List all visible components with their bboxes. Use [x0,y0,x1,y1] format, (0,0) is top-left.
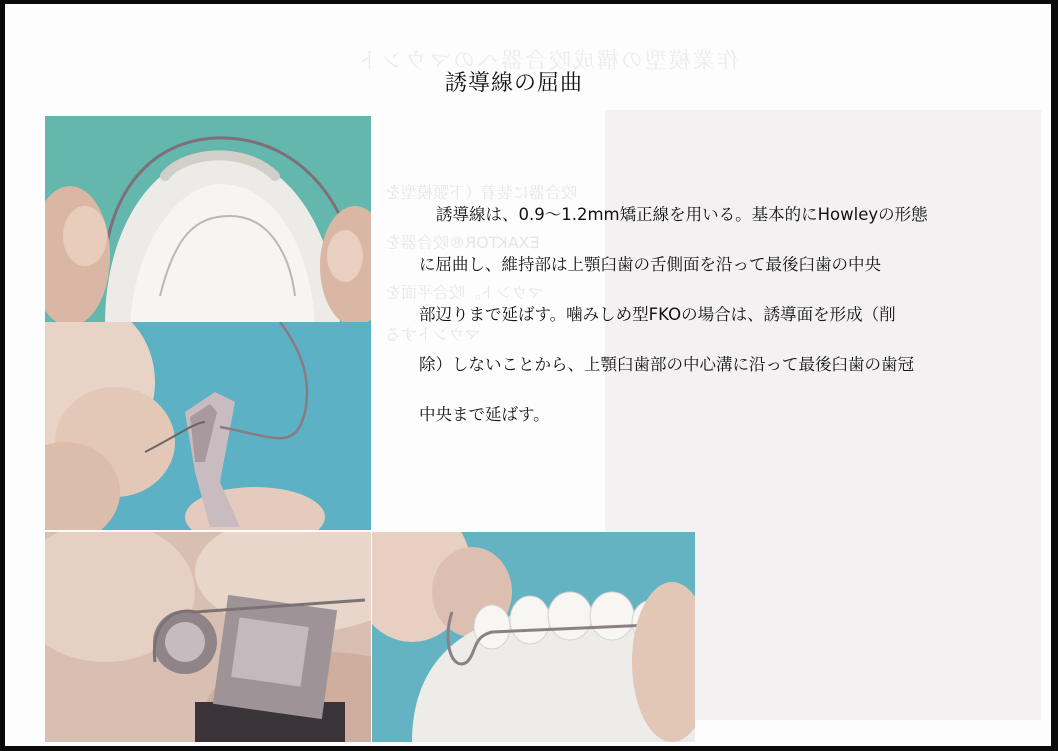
slide-page [5,4,1051,746]
mirrored-background-line: マウント。咬合平面を [385,283,544,302]
body-line: 中央まで延ばす。 [419,405,550,424]
mirrored-background-line: 咬合器に装着（下顎模型を [385,183,578,202]
photo-pliers-closeup [45,532,371,742]
photo-wire-on-model [45,116,371,324]
slide-title: 誘導線の屈曲 [445,71,584,96]
mirrored-background-title: 作業模型の構成咬合器へのマウント [355,49,740,74]
photo-wire-on-teeth [372,532,695,742]
body-line: 部辺りまで延ばす。噛みしめ型FKOの場合は、誘導面を形成（削 [419,305,896,324]
photo-pliers-bending [45,322,371,530]
body-line: 除）しないことから、上顎臼歯部の中心溝に沿って最後臼歯の歯冠 [419,355,914,374]
mirrored-background-line: マウントする [385,325,481,344]
body-line: 誘導線は、0.9～1.2mm矯正線を用いる。基本的にHowleyの形態 [436,205,928,224]
body-line: に屈曲し、維持部は上顎臼歯の舌側面を沿って最後臼歯の中央 [419,255,881,274]
mirrored-background-line: EXAKTOR®咬合器を [385,233,540,252]
body-paragraph [419,190,1019,440]
